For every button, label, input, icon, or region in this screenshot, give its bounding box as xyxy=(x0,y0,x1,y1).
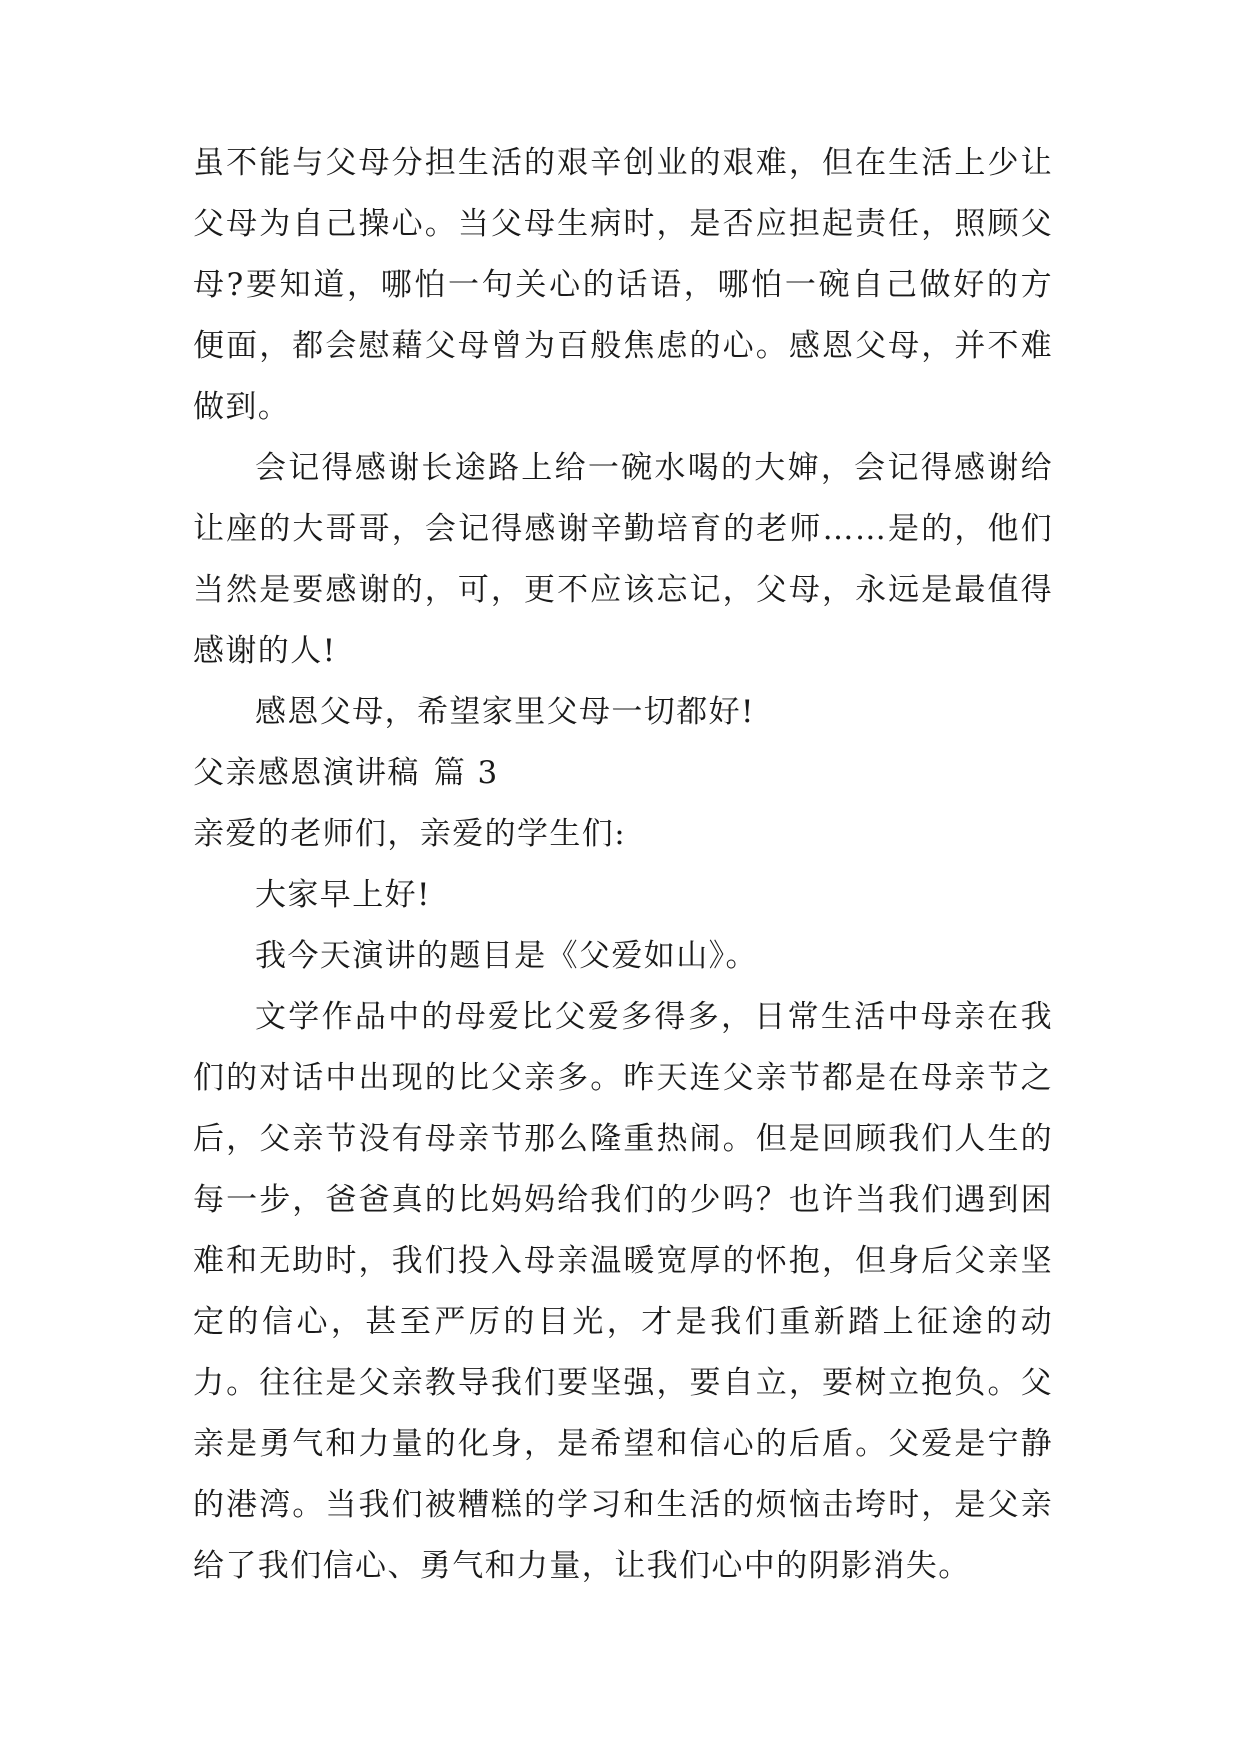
greeting: 大家早上好! xyxy=(255,877,431,913)
section-label: 篇 3 xyxy=(433,755,499,791)
salutation: 亲爱的老师们，亲爱的学生们: xyxy=(193,816,627,852)
paragraph-1: 虽不能与父母分担生活的艰辛创业的艰难，但在生活上少让父母为自己操心。当父母生病时，是否应担起责任，照顾父母?要知道，哪怕一句关心的话语，哪怕一碗自己做好的方便面，都会慰藉父母曾为百般焦虑的心。感恩父母，并不难做到。 xyxy=(193,145,1053,425)
section-title: 父亲感恩演讲稿 xyxy=(193,755,420,791)
speech-body: 文学作品中的母爱比父爱多得多，日常生活中母亲在我们的对话中出现的比父亲多。昨天连父亲节都是在母亲节之后，父亲节没有母亲节那么隆重热闹。但是回顾我们人生的每一步，爸爸真的比妈妈给我们的少吗？也许当我们遇到困难和无助时，我们投入母亲温暖宽厚的怀抱，但身后父亲坚定的信心，甚至严厉的目光，才是我们重新踏上征途的动力。往往是父亲教导我们要坚强，要自立，要树立抱负。父亲是勇气和力量的化身，是希望和信心的后盾。父爱是宁静的港湾。当我们被糟糕的学习和生活的烦恼击垮时，是父亲给了我们信心、勇气和力量，让我们心中的阴影消失。 xyxy=(193,999,1053,1584)
paragraph-3: 感恩父母，希望家里父母一切都好! xyxy=(255,694,755,730)
paragraph-2: 会记得感谢长途路上给一碗水喝的大婶，会记得感谢给让座的大哥哥，会记得感谢辛勤培育的老师……是的，他们当然是要感谢的，可，更不应该忘记，父母，永远是最值得感谢的人! xyxy=(193,450,1053,669)
section-heading xyxy=(193,743,499,804)
speech-topic: 我今天演讲的题目是《父爱如山》。 xyxy=(255,938,758,974)
